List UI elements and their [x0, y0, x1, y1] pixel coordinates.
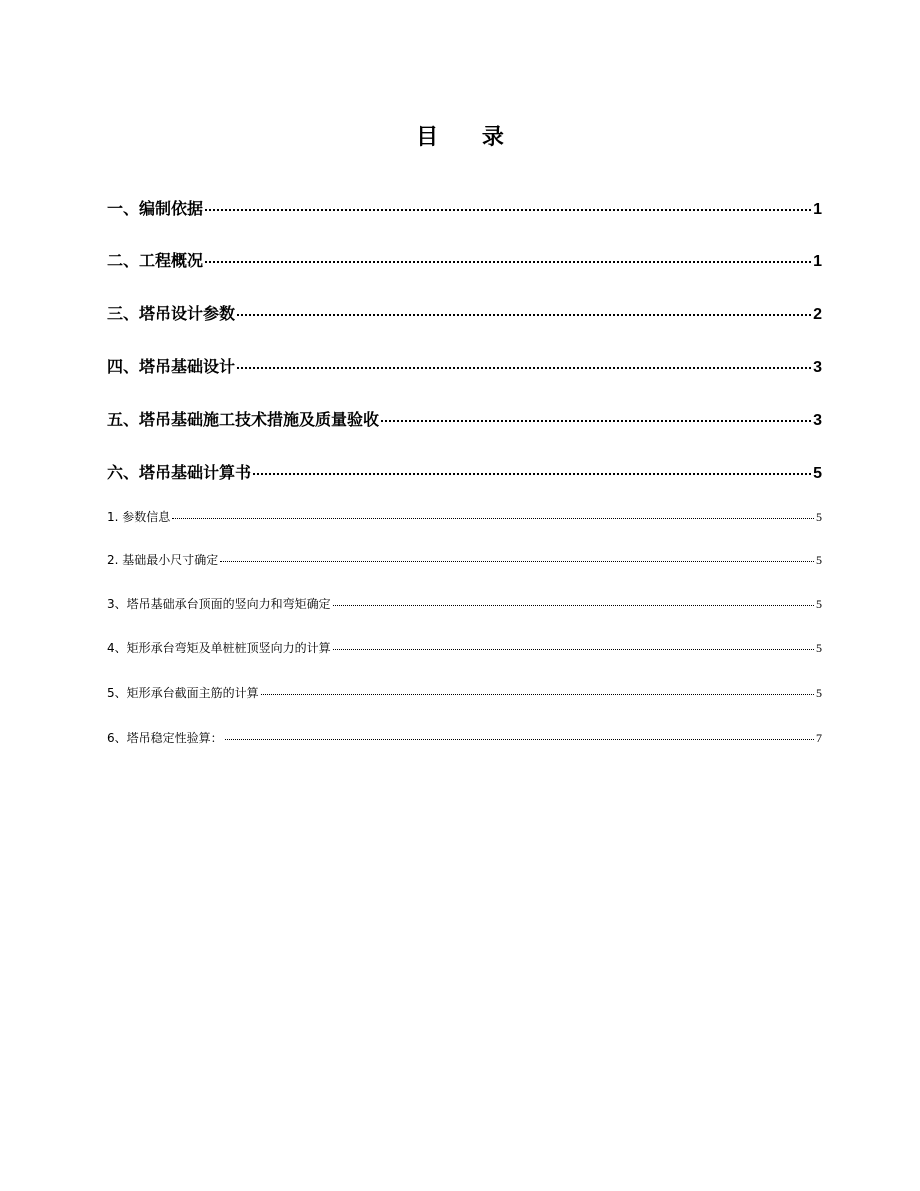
toc-entry-6-3[interactable] [107, 595, 822, 613]
toc-entry-label: 五、塔吊基础施工技术措施及质量验收 [107, 410, 380, 429]
dot-leader [253, 473, 811, 475]
toc-entry-page: 3 [813, 359, 822, 376]
toc-entry-label: 5、矩形承台截面主筋的计算 [107, 686, 259, 700]
toc-entry-1[interactable] [107, 196, 822, 218]
dot-leader [237, 367, 811, 369]
toc-entry-6-6[interactable] [107, 729, 822, 747]
toc-entry-6-2[interactable] [107, 551, 822, 569]
toc-entry-6-4[interactable] [107, 639, 822, 657]
toc-entry-label: 2. 基础最小尺寸确定 [107, 553, 219, 567]
toc-entry-6-1[interactable] [107, 508, 822, 526]
dot-leader [333, 605, 814, 606]
toc-entry-4[interactable] [107, 354, 822, 376]
toc-entry-page: 2 [813, 306, 822, 323]
toc-entry-label: 一、编制依据 [107, 199, 204, 218]
toc-entry-label: 4、矩形承台弯矩及单桩桩顶竖向力的计算 [107, 641, 331, 655]
toc-entry-page: 5 [816, 597, 822, 611]
toc-entry-6[interactable] [107, 460, 822, 482]
dot-leader [333, 649, 814, 650]
toc-entry-page: 5 [816, 686, 822, 700]
toc-entry-label: 3、塔吊基础承台顶面的竖向力和弯矩确定 [107, 597, 331, 611]
toc-entry-page: 1 [813, 201, 822, 218]
toc-entry-label: 6、塔吊稳定性验算： [107, 731, 223, 745]
toc-entry-label: 六、塔吊基础计算书 [107, 463, 252, 482]
dot-leader [172, 518, 814, 519]
toc-entry-page: 5 [816, 510, 822, 524]
dot-leader [205, 209, 811, 211]
toc-entry-label: 1. 参数信息 [107, 510, 171, 524]
toc-title: 目 录 [416, 124, 522, 150]
dot-leader [205, 261, 811, 263]
toc-entry-label: 四、塔吊基础设计 [107, 357, 236, 376]
toc-entry-page: 5 [816, 641, 822, 655]
dot-leader [237, 314, 811, 316]
toc-entry-page: 3 [813, 412, 822, 429]
dot-leader [261, 694, 814, 695]
dot-leader [225, 739, 814, 740]
toc-entry-3[interactable] [107, 301, 822, 323]
dot-leader [220, 561, 814, 562]
toc-entry-5[interactable] [107, 407, 822, 429]
toc-entry-2[interactable] [107, 248, 822, 270]
toc-entry-page: 5 [813, 465, 822, 482]
toc-entry-label: 二、工程概况 [107, 251, 204, 270]
toc-entry-6-5[interactable] [107, 684, 822, 702]
toc-entry-page: 5 [816, 553, 822, 567]
toc-entry-page: 1 [813, 253, 822, 270]
toc-entry-label: 三、塔吊设计参数 [107, 304, 236, 323]
dot-leader [381, 420, 811, 422]
toc-entry-page: 7 [816, 731, 822, 745]
